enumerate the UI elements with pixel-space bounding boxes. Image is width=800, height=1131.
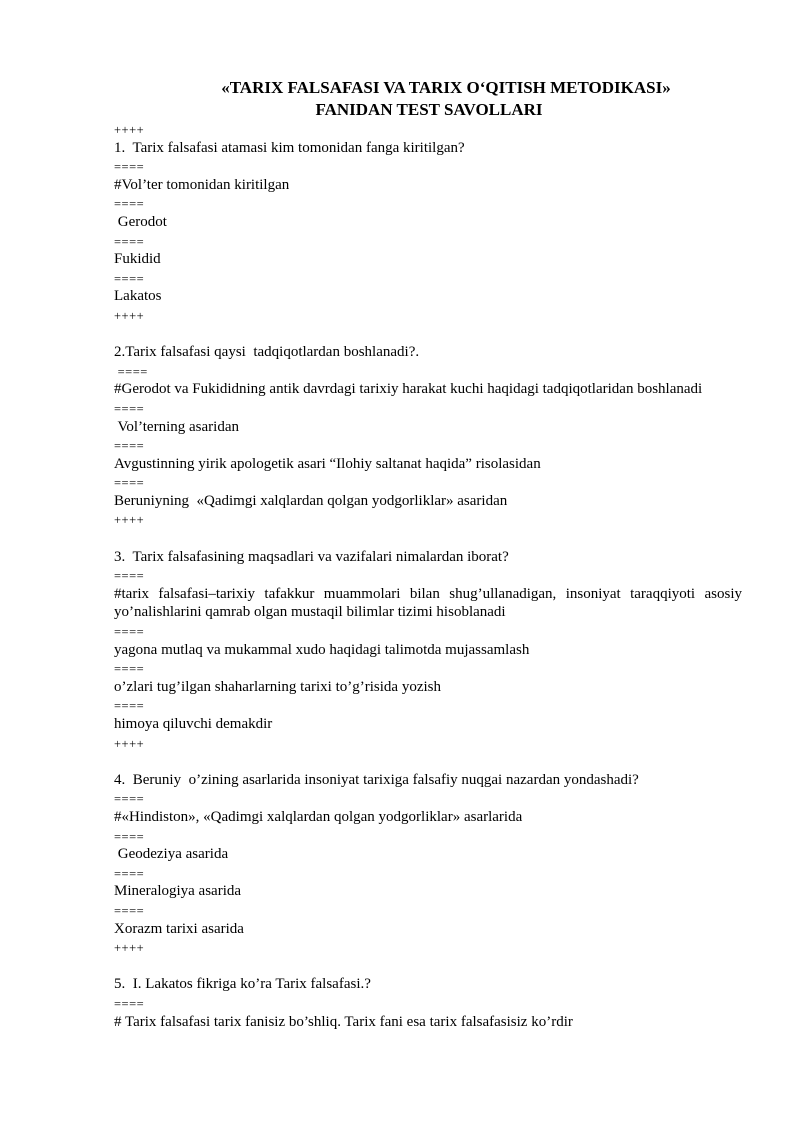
answer-option: Vol’terning asaridan bbox=[114, 418, 239, 435]
answer-option: Fukidid bbox=[114, 251, 161, 268]
test-questions bbox=[114, 120, 742, 1031]
answer-separator: ==== bbox=[114, 625, 145, 640]
question-text: 2.Tarix falsafasi qaysi tadqiqotlardan boshlanadi?. bbox=[114, 344, 420, 361]
answer-option: Beruniyning «Qadimgi xalqlardan qolgan yodgorliklar» asaridan bbox=[114, 492, 508, 509]
answer-option: Xorazm tarixi asarida bbox=[114, 920, 244, 937]
question-separator: ++++ bbox=[114, 736, 145, 751]
document-subtitle: FANIDAN TEST SAVOLLARI bbox=[315, 100, 543, 119]
answer-separator: ==== bbox=[114, 996, 145, 1011]
question-text: 3. Tarix falsafasining maqsadlari va vazifalari nimalardan iborat? bbox=[114, 548, 509, 565]
answer-separator: ==== bbox=[114, 160, 145, 175]
answer-separator: ==== bbox=[114, 476, 145, 491]
answer-option: yagona mutlaq va mukammal xudo haqidagi talimotda mujassamlash bbox=[114, 641, 530, 658]
answer-separator: ==== bbox=[114, 903, 145, 918]
answer-option: Avgustinning yirik apologetik asari “Ilohiy saltanat haqida” risolasidan bbox=[114, 455, 541, 472]
answer-option: Geodeziya asarida bbox=[114, 846, 229, 863]
question-separator: ++++ bbox=[114, 513, 145, 528]
start-marker: ++++ bbox=[114, 123, 145, 137]
answer-option: # Tarix falsafasi tarix fanisiz bo’shliq. Tarix fani esa tarix falsafasisiz ko’rdir bbox=[114, 1013, 573, 1030]
answer-separator: ==== bbox=[114, 439, 145, 454]
answer-option: himoya qiluvchi demakdir bbox=[114, 716, 273, 732]
answer-separator: ==== bbox=[114, 699, 145, 714]
answer-separator: ==== bbox=[114, 401, 145, 416]
answer-separator: ==== bbox=[114, 234, 145, 249]
answer-option: #Vol’ter tomonidan kiritilgan bbox=[114, 176, 290, 193]
answer-separator: ==== bbox=[114, 662, 145, 677]
answer-option: Gerodot bbox=[114, 213, 167, 230]
answer-separator: ==== bbox=[114, 792, 145, 807]
answer-option: #tarix falsafasi–tarixiy tafakkur muammolari bilan shug’ullanadigan, insoniyat taraqqiyoti asosiy yo’nalishlarini qamrab olgan mustaqil bilimlar tizimi hisoblanadi bbox=[114, 585, 742, 621]
question-separator: ++++ bbox=[114, 308, 145, 323]
answer-separator: ==== bbox=[114, 866, 145, 881]
document-title: «TARIX FALSAFASI VA TARIX O‘QITISH METODIKASI» bbox=[221, 78, 671, 97]
question-text: 5. I. Lakatos fikriga ko’ra Tarix falsafasi.? bbox=[114, 976, 371, 993]
question-text: 1. Tarix falsafasi atamasi kim tomonidan fanga kiritilgan? bbox=[114, 139, 465, 156]
answer-option: Mineralogiya asarida bbox=[114, 883, 242, 900]
answer-separator: ==== bbox=[114, 197, 145, 212]
answer-option: Lakatos bbox=[114, 288, 162, 305]
question-separator: ++++ bbox=[114, 941, 145, 956]
answer-option: #«Hindiston», «Qadimgi xalqlardan qolgan yodgorliklar» asarlarida bbox=[114, 808, 523, 825]
answer-separator: ==== bbox=[114, 829, 145, 844]
answer-separator: ==== bbox=[114, 569, 145, 584]
question-text: 4. Beruniy o’zining asarlarida insoniyat tarixiga falsafiy nuqgai nazardan yondashadi? bbox=[114, 771, 639, 788]
answer-separator: ==== bbox=[114, 364, 148, 379]
answer-separator: ==== bbox=[114, 271, 145, 286]
answer-option: o’zlari tug’ilgan shaharlarning tarixi to’g’risida yozish bbox=[114, 678, 441, 695]
answer-option: #Gerodot va Fukididning antik davrdagi tarixiy harakat kuchi haqidagi tadqiqotlaridan boshlanadi bbox=[114, 381, 703, 398]
